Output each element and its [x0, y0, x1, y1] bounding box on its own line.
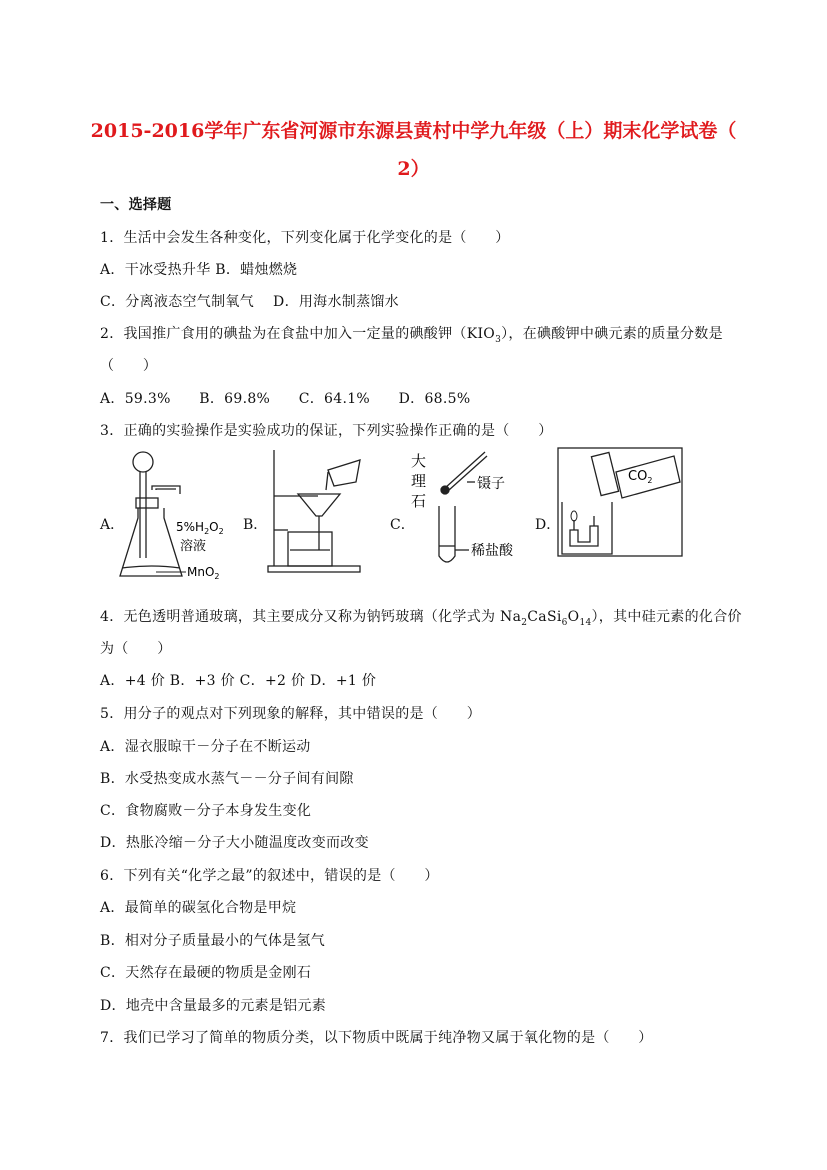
q4-stem-part1: 4．无色透明普通玻璃，其主要成分又称为钠钙玻璃（化学式为 Na [100, 609, 522, 625]
q5-option-b: B．水受热变成水蒸气－－分子间有间隙 [100, 771, 354, 787]
section-heading: 一、选择题 [100, 197, 172, 213]
q3-option-a-label: A． [100, 517, 125, 533]
q1-options-cd: C．分离液态空气制氧气 D．用海水制蒸馏水 [100, 294, 399, 310]
q6-option-a: A．最简单的碳氢化合物是甲烷 [100, 900, 297, 916]
q2-stem-part1: 2．我国推广食用的碘盐为在食盐中加入一定量的碘酸钾（KIO [100, 326, 496, 342]
q3-figure-a-flask [112, 448, 232, 583]
q2-stem [100, 323, 723, 345]
q4-options: A．+4 价 B．+3 价 C．+2 价 D．+1 价 [100, 673, 377, 689]
q5-stem: 5．用分子的观点对下列现象的解释，其中错误的是（ ） [100, 706, 482, 722]
q3-option-d-label: D． [535, 517, 561, 533]
fig-a-label3: MnO$_2$ [187, 565, 220, 581]
q2-stem-subscript: 3 [495, 334, 502, 345]
fig-c-marble-2: 理 [411, 472, 427, 490]
q4-sub1: 2 [521, 617, 528, 628]
q3-option-c-label: C． [390, 517, 415, 533]
q5-option-a: A．湿衣服晾干－分子在不断运动 [100, 739, 311, 755]
q5-option-c: C．食物腐败－分子本身发生变化 [100, 803, 312, 819]
q1-stem: 1．生活中会发生各种变化，下列变化属于化学变化的是（ ） [100, 230, 510, 246]
q1-options-ab: A．干冰受热升华 B．蜡烛燃烧 [100, 262, 298, 278]
q5-option-d: D．热胀冷缩－分子大小随温度改变而改变 [100, 835, 369, 851]
q6-option-d: D．地壳中含量最多的元素是铝元素 [100, 998, 327, 1014]
q4-sub2: 6 [561, 617, 568, 628]
q3-figure-d-co2 [556, 446, 686, 561]
q4-mid2: O [567, 609, 580, 625]
q7-stem: 7．我们已学习了简单的物质分类，以下物质中既属于纯净物又属于氧化物的是（ ） [100, 1030, 653, 1046]
document-title-line1: 2015-2016学年广东省河源市东源县黄村中学九年级（上）期末化学试卷（ [90, 120, 737, 142]
q6-stem: 6．下列有关“化学之最”的叙述中，错误的是（ ） [100, 868, 439, 884]
q4-mid1: CaSi [527, 609, 562, 625]
q3-option-b-label: B． [243, 517, 268, 533]
fig-c-marble-1: 大 [411, 452, 427, 470]
fig-c-marble-3: 石 [411, 492, 427, 510]
fig-a-label2: 溶液 [180, 539, 207, 554]
fig-a-label1: $5\%H_2O_2$ [176, 520, 224, 536]
fig-d-gas-label: $CO_2$ [628, 469, 653, 485]
q4-sub3: 14 [579, 617, 592, 628]
q4-stem-line2: 为（ ） [100, 641, 172, 657]
fig-c-acid-label: 稀盐酸 [471, 543, 513, 559]
q6-option-b: B．相对分子质量最小的气体是氢气 [100, 933, 326, 949]
q3-figure-c-test-tube [405, 446, 525, 571]
q2-options: A．59.3% B．69.8% C．64.1% D．68.5% [100, 391, 471, 407]
q3-figure-b-filtration [262, 442, 372, 577]
q2-stem-line2: （ ） [100, 358, 158, 374]
q2-stem-part2: ），在碘酸钾中碘元素的质量分数是 [501, 326, 723, 342]
fig-c-tweezer-label: 镊子 [477, 476, 505, 492]
q4-stem-part2: ），其中硅元素的化合价 [591, 609, 742, 625]
document-title-line2: 2） [397, 158, 430, 180]
q3-stem: 3．正确的实验操作是实验成功的保证，下列实验操作正确的是（ ） [100, 423, 553, 439]
q4-stem [100, 606, 742, 628]
q6-option-c: C．天然存在最硬的物质是金刚石 [100, 965, 312, 981]
